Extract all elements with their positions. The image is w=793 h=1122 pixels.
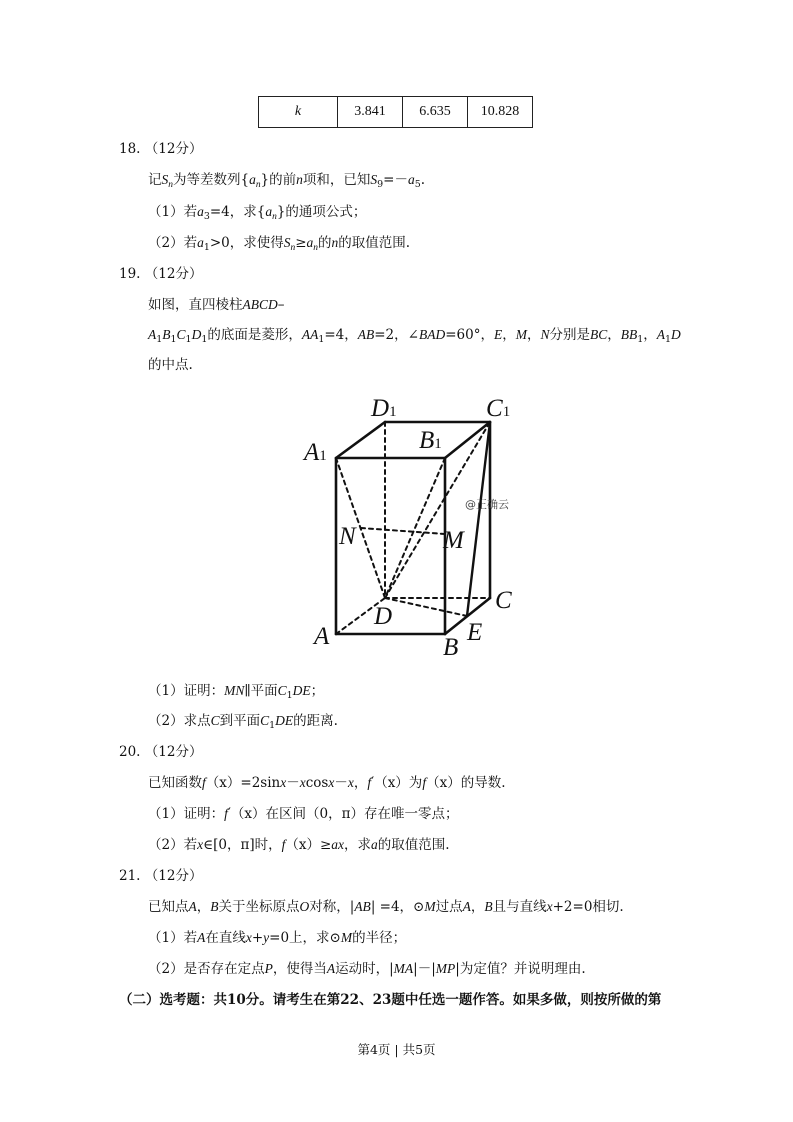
label-c: C	[495, 587, 512, 614]
q21-part1: （1）若A在直线x+y=0上，求⊙M的半径；	[148, 930, 407, 946]
label-d: D	[374, 603, 393, 630]
q18-part2: （2）若$a_1>0$，求使得$S_n\ge a_n$的n的取值范围.	[148, 235, 411, 253]
q21-heading: 21. （12分）	[119, 868, 203, 884]
table-row	[259, 97, 533, 128]
edge-de	[385, 598, 467, 616]
q19-part2: （2）求点C到平面$C_1DE$的距离.	[148, 713, 338, 731]
edge-c1e	[467, 422, 490, 616]
label-d1: D1	[371, 395, 397, 422]
edge-b1d	[385, 458, 445, 598]
label-b1: B1	[419, 427, 442, 454]
q19-line3: 的中点.	[148, 357, 193, 373]
q21-stem: 已知点A，B关于坐标原点O对称，|AB| =4，⊙M过点A，B且与直线x+2=0相切.	[148, 899, 624, 915]
critical-value-table	[258, 96, 533, 128]
label-a: A	[314, 623, 330, 650]
label-m: M	[443, 527, 464, 554]
q19-line2: $A_1B_1C_1D_1$的底面是菱形，$AA_1=4$，AB=2，∠BAD=60°，E，M，N分别是BC，$BB_1$，$A_1D$	[148, 327, 681, 345]
q19-part1: （1）证明：MN∥平面$C_1DE$；	[148, 683, 325, 701]
label-c1: C1	[486, 395, 511, 422]
label-b: B	[443, 634, 459, 661]
table-cell: 10.828	[468, 97, 533, 128]
q20-part2: （2）若x∈[0，π]时，f（x）≥ax，求a的取值范围.	[148, 837, 450, 853]
page-footer: 第4页 | 共5页	[357, 1042, 436, 1057]
q18-heading: 18. （12分）	[119, 141, 203, 157]
table-cell: 3.841	[338, 97, 403, 128]
segment-mn	[361, 528, 445, 534]
q18-stem: 记$S_n$为等差数列$\{a_n\}$的前n项和，已知$S_9=-a_5$.	[148, 172, 426, 190]
table-cell-k: k	[259, 97, 338, 128]
label-n: N	[339, 523, 356, 550]
edge-a1d1	[336, 422, 385, 458]
q18-part1: （1）若$a_3=4$，求$\{a_n\}$的通项公式；	[148, 204, 367, 222]
watermark: @正确云	[465, 498, 509, 511]
table-cell: 6.635	[403, 97, 468, 128]
section-2-heading: （二）选考题：共10分。请考生在第22、23题中任选一题作答。如果多做，则按所做的第	[119, 992, 662, 1008]
edge-b1c1	[445, 422, 490, 458]
q20-part1: （1）证明：f′（x）在区间（0，π）存在唯一零点；	[148, 806, 459, 822]
q19-heading: 19. （12分）	[119, 266, 203, 282]
prism-figure	[295, 390, 525, 662]
q19-line1: 如图，直四棱柱ABCD–	[148, 297, 285, 313]
label-e: E	[467, 619, 483, 646]
q20-stem: 已知函数f（x）=2sinx－xcosx－x，f′（x）为f（x）的导数.	[148, 775, 506, 791]
label-a1: A1	[304, 439, 327, 466]
q21-part2: （2）是否存在定点P，使得当A运动时，|MA|－|MP|为定值？并说明理由.	[148, 961, 586, 977]
q20-heading: 20. （12分）	[119, 744, 203, 760]
